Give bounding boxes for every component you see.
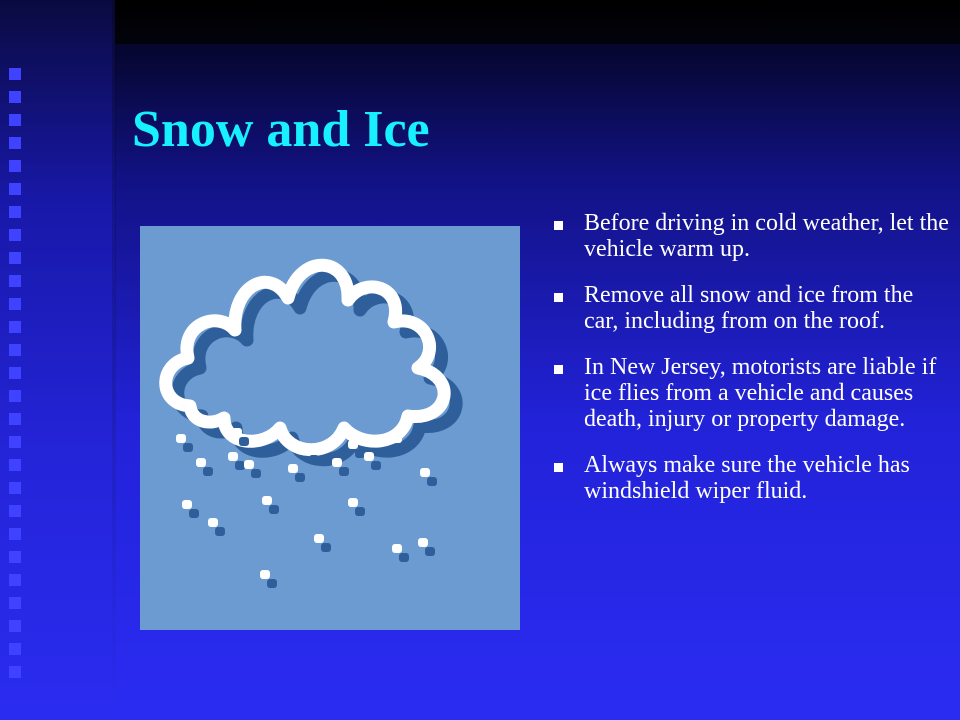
snowflake xyxy=(260,570,270,579)
snowflake-shadow xyxy=(239,437,249,446)
snowflake-shadow xyxy=(295,473,305,482)
bullet-square-icon xyxy=(554,463,563,472)
snowflake xyxy=(418,538,428,547)
snowflake-shadow xyxy=(251,469,261,478)
decorative-square xyxy=(9,597,21,609)
snowflake xyxy=(392,434,402,443)
snowflake xyxy=(232,428,242,437)
decorative-square xyxy=(9,183,21,195)
snowflake-shadow xyxy=(203,467,213,476)
decorative-square xyxy=(9,574,21,586)
bullet-text: Always make sure the vehicle has windshield wiper fluid. xyxy=(584,452,910,504)
decorative-square xyxy=(9,344,21,356)
snowflake-shadow xyxy=(267,579,277,588)
snowflake xyxy=(196,458,206,467)
bullet-text: Remove all snow and ice from the car, including from on the roof. xyxy=(584,282,914,334)
decorative-square xyxy=(9,91,21,103)
decorative-square xyxy=(9,275,21,287)
snowflake-shadow xyxy=(183,443,193,452)
snowflake xyxy=(392,544,402,553)
snowflake-shadow xyxy=(269,505,279,514)
strip-shadow xyxy=(112,0,116,720)
snowflake xyxy=(262,496,272,505)
decorative-square xyxy=(9,551,21,563)
decorative-square xyxy=(9,68,21,80)
bullet-list xyxy=(552,210,952,524)
bullet-item xyxy=(552,210,952,262)
snowflake-shadow xyxy=(399,443,409,452)
snowflake-shadow xyxy=(309,455,319,464)
snowflake-shadow xyxy=(215,527,225,536)
bullet-item xyxy=(552,282,952,334)
decorative-square xyxy=(9,482,21,494)
decorative-square xyxy=(9,620,21,632)
snowflake-shadow xyxy=(371,461,381,470)
snowflake-shadow xyxy=(189,509,199,518)
bullet-text: In New Jersey, motorists are liable if ice flies from a vehicle and causes death, injury or property damage. xyxy=(584,354,937,432)
snowflake-shadow xyxy=(339,467,349,476)
decorative-square xyxy=(9,528,21,540)
snowflake xyxy=(244,460,254,469)
snowflake xyxy=(314,534,324,543)
snowflake xyxy=(420,468,430,477)
decorative-square xyxy=(9,252,21,264)
decorative-square xyxy=(9,160,21,172)
snow-cloud-picture xyxy=(140,226,520,630)
bullet-item xyxy=(552,452,952,504)
decorative-square xyxy=(9,666,21,678)
snowflake-shadow xyxy=(355,507,365,516)
snowflake-shadow xyxy=(355,449,365,458)
decorative-square xyxy=(9,114,21,126)
snowflake xyxy=(348,498,358,507)
snowflake xyxy=(302,446,312,455)
decorative-square xyxy=(9,298,21,310)
snowflake xyxy=(228,452,238,461)
slide-title: Snow and Ice xyxy=(132,101,430,158)
decorative-square xyxy=(9,436,21,448)
decorative-square xyxy=(9,390,21,402)
decorative-square xyxy=(9,459,21,471)
decorative-square xyxy=(9,367,21,379)
left-decoration-strip xyxy=(0,0,115,720)
bullet-square-icon xyxy=(554,221,563,230)
decorative-square xyxy=(9,206,21,218)
decorative-square xyxy=(9,229,21,241)
snowflake-shadow xyxy=(235,461,245,470)
snowflake-shadow xyxy=(399,553,409,562)
snowflake xyxy=(208,518,218,527)
snowflake xyxy=(364,452,374,461)
snowflake xyxy=(182,500,192,509)
decorative-square xyxy=(9,643,21,655)
snowflake-shadow xyxy=(321,543,331,552)
bullet-square-icon xyxy=(554,365,563,374)
bullet-text: Before driving in cold weather, let the vehicle warm up. xyxy=(584,210,949,262)
decorative-square xyxy=(9,413,21,425)
bullet-square-icon xyxy=(554,293,563,302)
snowflake-shadow xyxy=(427,477,437,486)
snowflake xyxy=(348,440,358,449)
snowflake xyxy=(176,434,186,443)
bullet-item xyxy=(552,354,952,432)
decorative-square xyxy=(9,137,21,149)
snowflake xyxy=(288,464,298,473)
cloud-with-snow-icon xyxy=(140,226,520,630)
snowflake xyxy=(332,458,342,467)
top-dark-band xyxy=(115,0,960,44)
decorative-square xyxy=(9,505,21,517)
snowflake-shadow xyxy=(425,547,435,556)
decorative-squares xyxy=(9,68,23,688)
decorative-square xyxy=(9,321,21,333)
